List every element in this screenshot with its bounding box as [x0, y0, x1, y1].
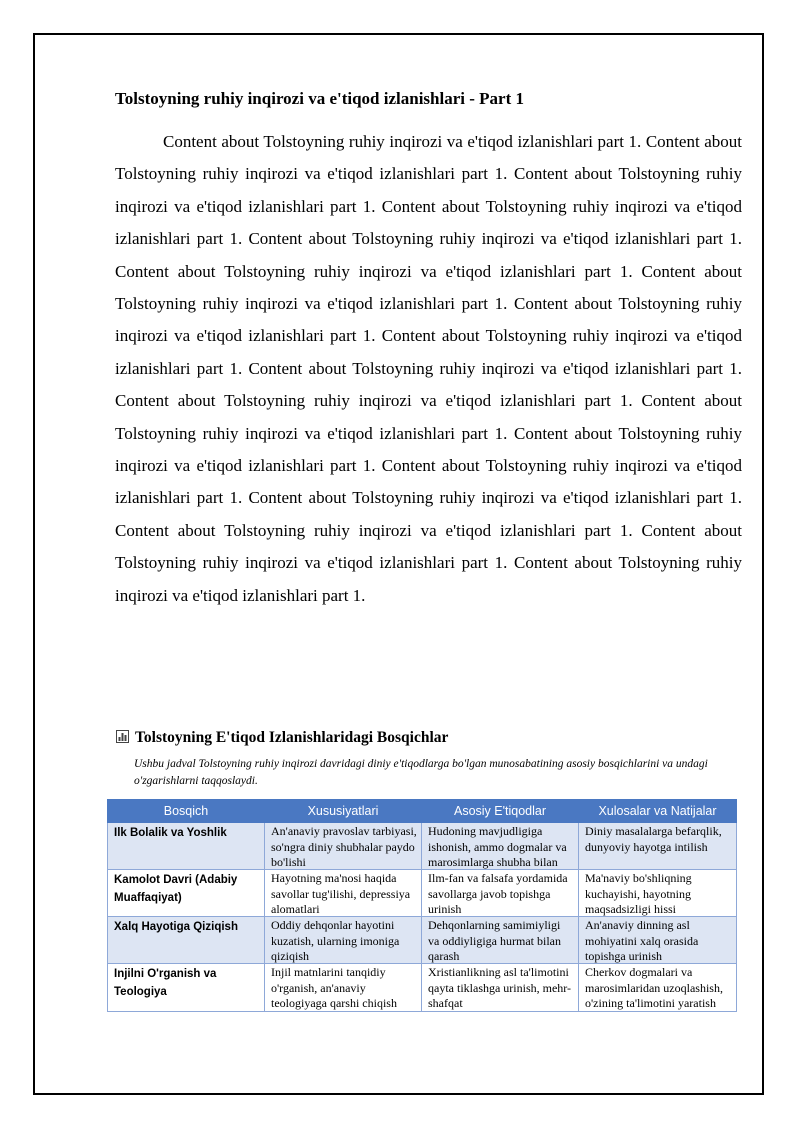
table-cell: Hayotning ma'nosi haqida savollar tug'ilishi, depressiya alomatlari — [265, 870, 422, 917]
table-row — [108, 823, 737, 870]
table-row — [108, 870, 737, 917]
table-title — [116, 728, 746, 748]
column-header: Xususiyatlari — [265, 800, 422, 823]
table-cell: Kamolot Davri (Adabiy Muaffaqiyat) — [108, 870, 265, 917]
table-cell: Oddiy dehqonlar hayotini kuzatish, ularning imoniga qiziqish — [265, 917, 422, 964]
table-cell: Ilm-fan va falsafa yordamida savollarga javob topishga urinish — [422, 870, 579, 917]
table-cell: Xristianlikning asl ta'limotini qayta tiklashga urinish, mehr-shafqat — [422, 964, 579, 1012]
table-cell: Xalq Hayotiga Qiziqish — [108, 917, 265, 964]
table-title-text: Tolstoyning E'tiqod Izlanishlaridagi Bosqichlar — [135, 729, 449, 746]
table-header-row — [108, 800, 737, 823]
table-row — [108, 964, 737, 1012]
column-header: Bosqich — [108, 800, 265, 823]
bar-chart-icon — [116, 730, 129, 743]
column-header: Xulosalar va Natijalar — [579, 800, 737, 823]
stages-table — [107, 799, 737, 1012]
table-cell: Ma'naviy bo'shliqning kuchayishi, hayotning maqsadsizligi hissi — [579, 870, 737, 917]
table-cell: Injil matnlarini tanqidiy o'rganish, an'anaviy teologiyaga qarshi chiqish — [265, 964, 422, 1012]
column-header: Asosiy E'tiqodlar — [422, 800, 579, 823]
section-heading: Tolstoyning ruhiy inqirozi va e'tiqod izlanishlari - Part 1 — [115, 89, 524, 108]
table-cell: Cherkov dogmalari va marosimlaridan uzoqlashish, o'zining ta'limotini yaratish — [579, 964, 737, 1012]
table-caption: Ushbu jadval Tolstoyning ruhiy inqirozi davridagi diniy e'tiqodlarga bo'lgan munosabatining asosiy bosqichlarini va undagi o'zgarishlarni taqqoslaydi. — [134, 758, 708, 787]
table-cell: Diniy masalalarga befarqlik, dunyoviy hayotga intilish — [579, 823, 737, 870]
body-paragraph: Content about Tolstoyning ruhiy inqirozi va e'tiqod izlanishlari part 1. Content about Tolstoyning ruhiy inqirozi va e'tiqod izlanishlari part 1. Content about Tolstoyning ruhiy inqirozi va e'tiqod izlanishlari part 1. Content about Tolstoyning ruhiy inqirozi va e'tiqod izlanishlari part 1. Content about Tolstoyning ruhiy inqirozi va e'tiqod izlanishlari part 1. Content about Tolstoyning ruhiy inqirozi va e'tiqod izlanishlari part 1. Content about Tolstoyning ruhiy inqirozi va e'tiqod izlanishlari part 1. Content about Tolstoyning ruhiy inqirozi va e'tiqod izlanishlari part 1. Content about Tolstoyning ruhiy inqirozi va e'tiqod izlanishlari part 1. Content about Tolstoyning ruhiy inqirozi va e'tiqod izlanishlari part 1. Content about Tolstoyning ruhiy inqirozi va e'tiqod izlanishlari part 1. Content about Tolstoyning ruhiy inqirozi va e'tiqod izlanishlari part 1. Content about Tolstoyning ruhiy inqirozi va e'tiqod izlanishlari part 1. Content about Tolstoyning ruhiy inqirozi va e'tiqod izlanishlari part 1. Content about Tolstoyning ruhiy inqirozi va e'tiqod izlanishlari part 1. Content about Tolstoyning ruhiy inqirozi va e'tiqod izlanishlari part 1. Content about Tolstoyning ruhiy inqirozi va e'tiqod izlanishlari part 1. Content about Tolstoyning ruhiy inqirozi va e'tiqod izlanishlari part 1. — [115, 132, 742, 605]
table-cell: An'anaviy dinning asl mohiyatini xalq orasida topishga urinish — [579, 917, 737, 964]
table-row — [108, 917, 737, 964]
table-cell: Injilni O'rganish va Teologiya — [108, 964, 265, 1012]
table-cell: Ilk Bolalik va Yoshlik — [108, 823, 265, 870]
table-cell: Dehqonlarning samimiyligi va oddiyligiga hurmat bilan qarash — [422, 917, 579, 964]
table-cell: Hudoning mavjudligiga ishonish, ammo dogmalar va marosimlarga shubha bilan — [422, 823, 579, 870]
table-cell: An'anaviy pravoslav tarbiyasi, so'ngra diniy shubhalar paydo bo'lishi — [265, 823, 422, 870]
